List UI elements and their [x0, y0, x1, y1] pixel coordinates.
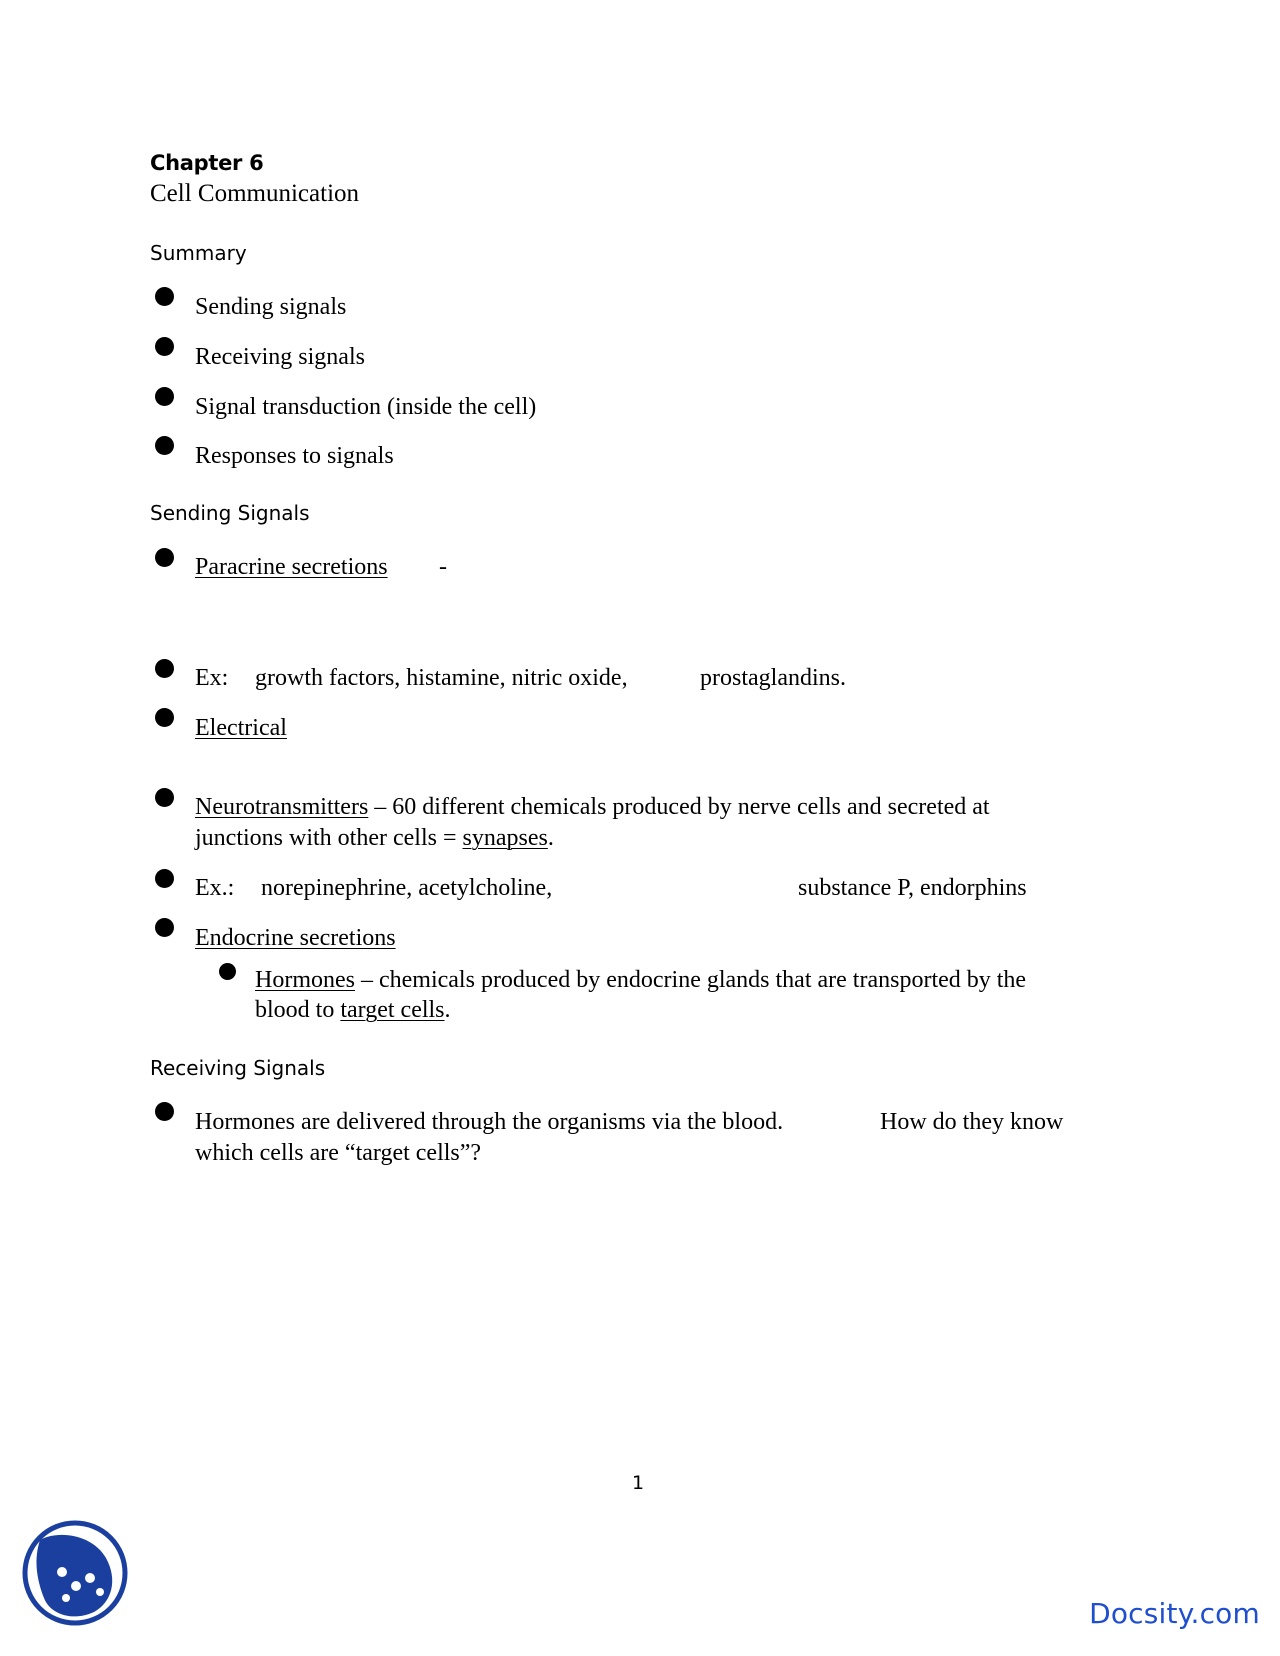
hormones-term: Hormones	[255, 967, 355, 993]
bullet-icon	[155, 869, 174, 888]
paracrine-dash: -	[439, 554, 447, 580]
example-list: norepinephrine, acetylcholine,	[261, 875, 553, 901]
bullet-icon	[155, 287, 174, 306]
example-list: growth factors, histamine, nitric oxide,	[255, 665, 628, 691]
summary-item: Sending signals	[195, 294, 347, 320]
summary-item: Signal transduction (inside the cell)	[195, 394, 537, 420]
bullet-icon	[155, 1102, 174, 1121]
example-last: substance P, endorphins	[798, 875, 1027, 901]
endocrine-item	[195, 923, 396, 954]
bullet-icon	[155, 659, 174, 678]
paracrine-term: Paracrine secretions	[195, 554, 388, 580]
hormones-text: – chemicals produced by endocrine glands that are transported by the	[360, 967, 1027, 993]
neurotransmitters-item	[195, 792, 990, 823]
hormones-item	[255, 965, 1026, 996]
chapter-title: Cell Communication	[150, 180, 360, 207]
sending-heading: Sending Signals	[150, 501, 310, 525]
electrical-item	[195, 713, 287, 744]
bullet-icon	[155, 918, 174, 937]
period: .	[547, 825, 554, 851]
bullet-icon	[155, 337, 174, 356]
neurotransmitters-text: – 60 different chemicals produced by nerve cells and secreted at	[374, 794, 990, 820]
neurotransmitters-continuation	[195, 823, 554, 854]
receiving-line-1a: Hormones are delivered through the organisms via the blood.	[195, 1109, 784, 1135]
target-cells-term: target cells	[340, 997, 445, 1023]
summary-item: Responses to signals	[195, 443, 394, 469]
receiving-line-1b: How do they know	[880, 1109, 1064, 1135]
chapter-label: Chapter 6	[150, 151, 264, 175]
brand-link[interactable]: Docsity.com	[1089, 1597, 1260, 1630]
endocrine-term: Endocrine secretions	[195, 925, 396, 951]
hormones-text-2: blood to	[255, 997, 341, 1023]
bullet-icon	[219, 963, 236, 980]
bullet-icon	[155, 387, 174, 406]
bullet-icon	[155, 436, 174, 455]
receiving-line-2: which cells are “target cells”?	[195, 1140, 482, 1166]
period: .	[444, 997, 451, 1023]
summary-item: Receiving signals	[195, 344, 365, 370]
example-last: prostaglandins.	[700, 665, 846, 691]
synapses-term: synapses	[462, 825, 548, 851]
receiving-heading: Receiving Signals	[150, 1056, 326, 1080]
neurotransmitters-text-2: junctions with other cells =	[195, 825, 463, 851]
summary-heading: Summary	[150, 241, 247, 265]
docsity-logo-icon[interactable]	[20, 1518, 130, 1628]
paracrine-item	[195, 552, 388, 583]
bullet-icon	[155, 548, 174, 567]
electrical-term: Electrical	[195, 715, 287, 741]
page-number: 1	[632, 1472, 645, 1494]
bullet-icon	[155, 708, 174, 727]
hormones-continuation	[255, 995, 451, 1026]
example-label: Ex:	[195, 665, 229, 691]
neurotransmitters-term: Neurotransmitters	[195, 794, 369, 820]
bullet-icon	[155, 788, 174, 807]
example-label: Ex.:	[195, 875, 235, 901]
